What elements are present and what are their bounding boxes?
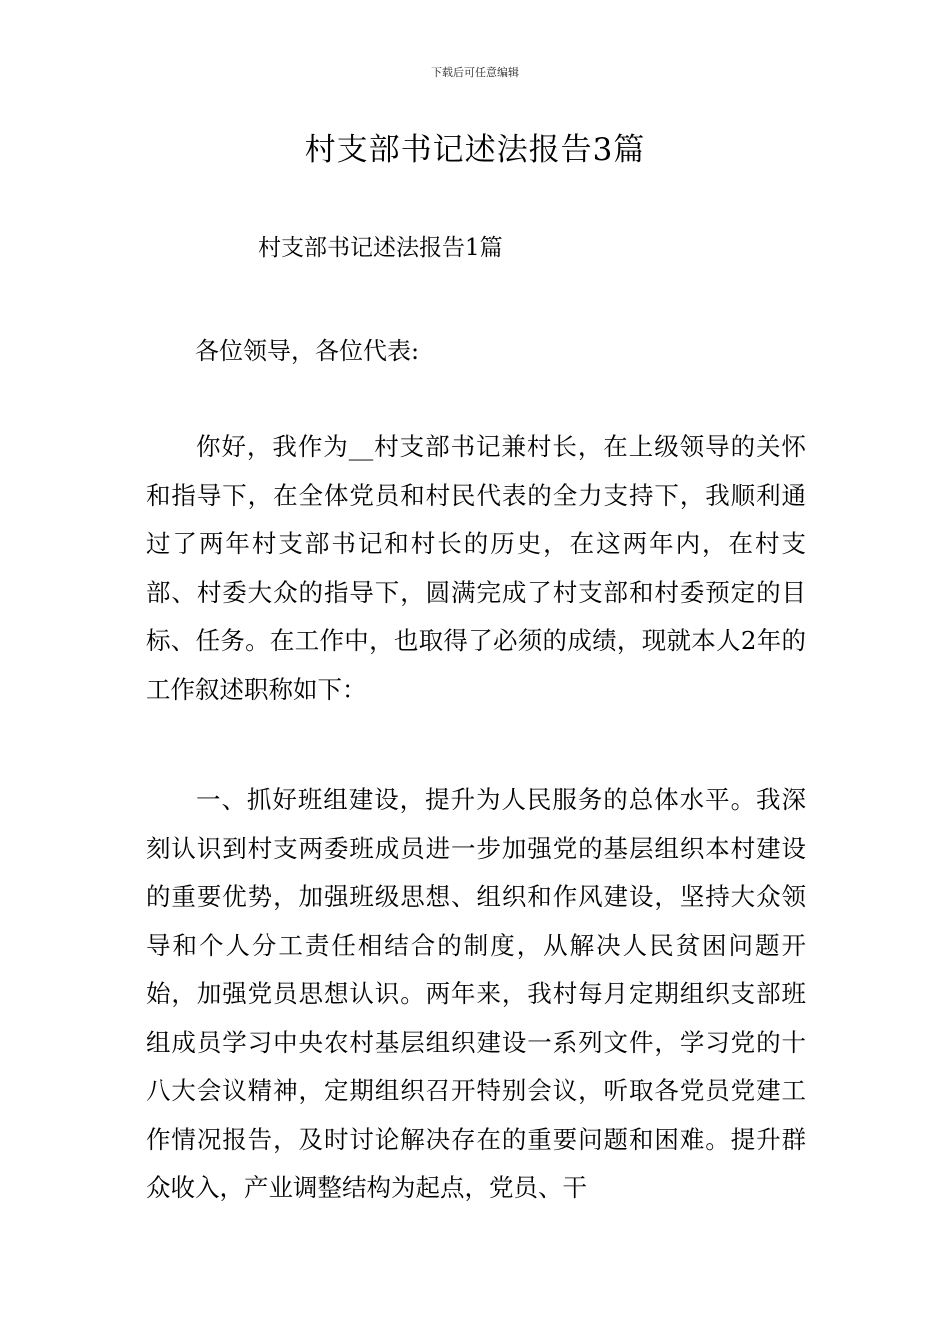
header-note: 下载后可任意编辑 (431, 66, 519, 79)
document-title: 村支部书记述法报告3篇 (304, 132, 646, 168)
body-paragraph-intro: 你好，我作为__村支部书记兼村长，在上级领导的关怀和指导下，在全体党员和村民代表的全力支持下，我顺利通过了两年村支部书记和村长的历史，在这两年内，在村支部、村委大众的指导下，圆满完成了村支部和村委预定的目标、任务。在工作中，也取得了必须的成绩，现就本人2年的工作叙述职称如下： (146, 432, 806, 704)
section-subtitle: 村支部书记述法报告1篇 (258, 235, 503, 261)
salutation: 各位领导，各位代表: (195, 337, 420, 365)
body-paragraph-team-building: 一、抓好班组建设，提升为人民服务的总体水平。我深刻认识到村支两委班成员进一步加强党的基层组织本村建设的重要优势，加强班级思想、组织和作风建设，坚持大众领导和个人分工责任相结合的制度，从解决人民贫困问题开始，加强党员思想认识。两年来，我村每月定期组织支部班组成员学习中央农村基层组织建设一系列文件，学习党的十八大会议精神，定期组织召开特别会议，听取各党员党建工作情况报告，及时讨论解决存在的重要问题和困难。提升群众收入，产业调整结构为起点，党员、干 (146, 785, 806, 1202)
